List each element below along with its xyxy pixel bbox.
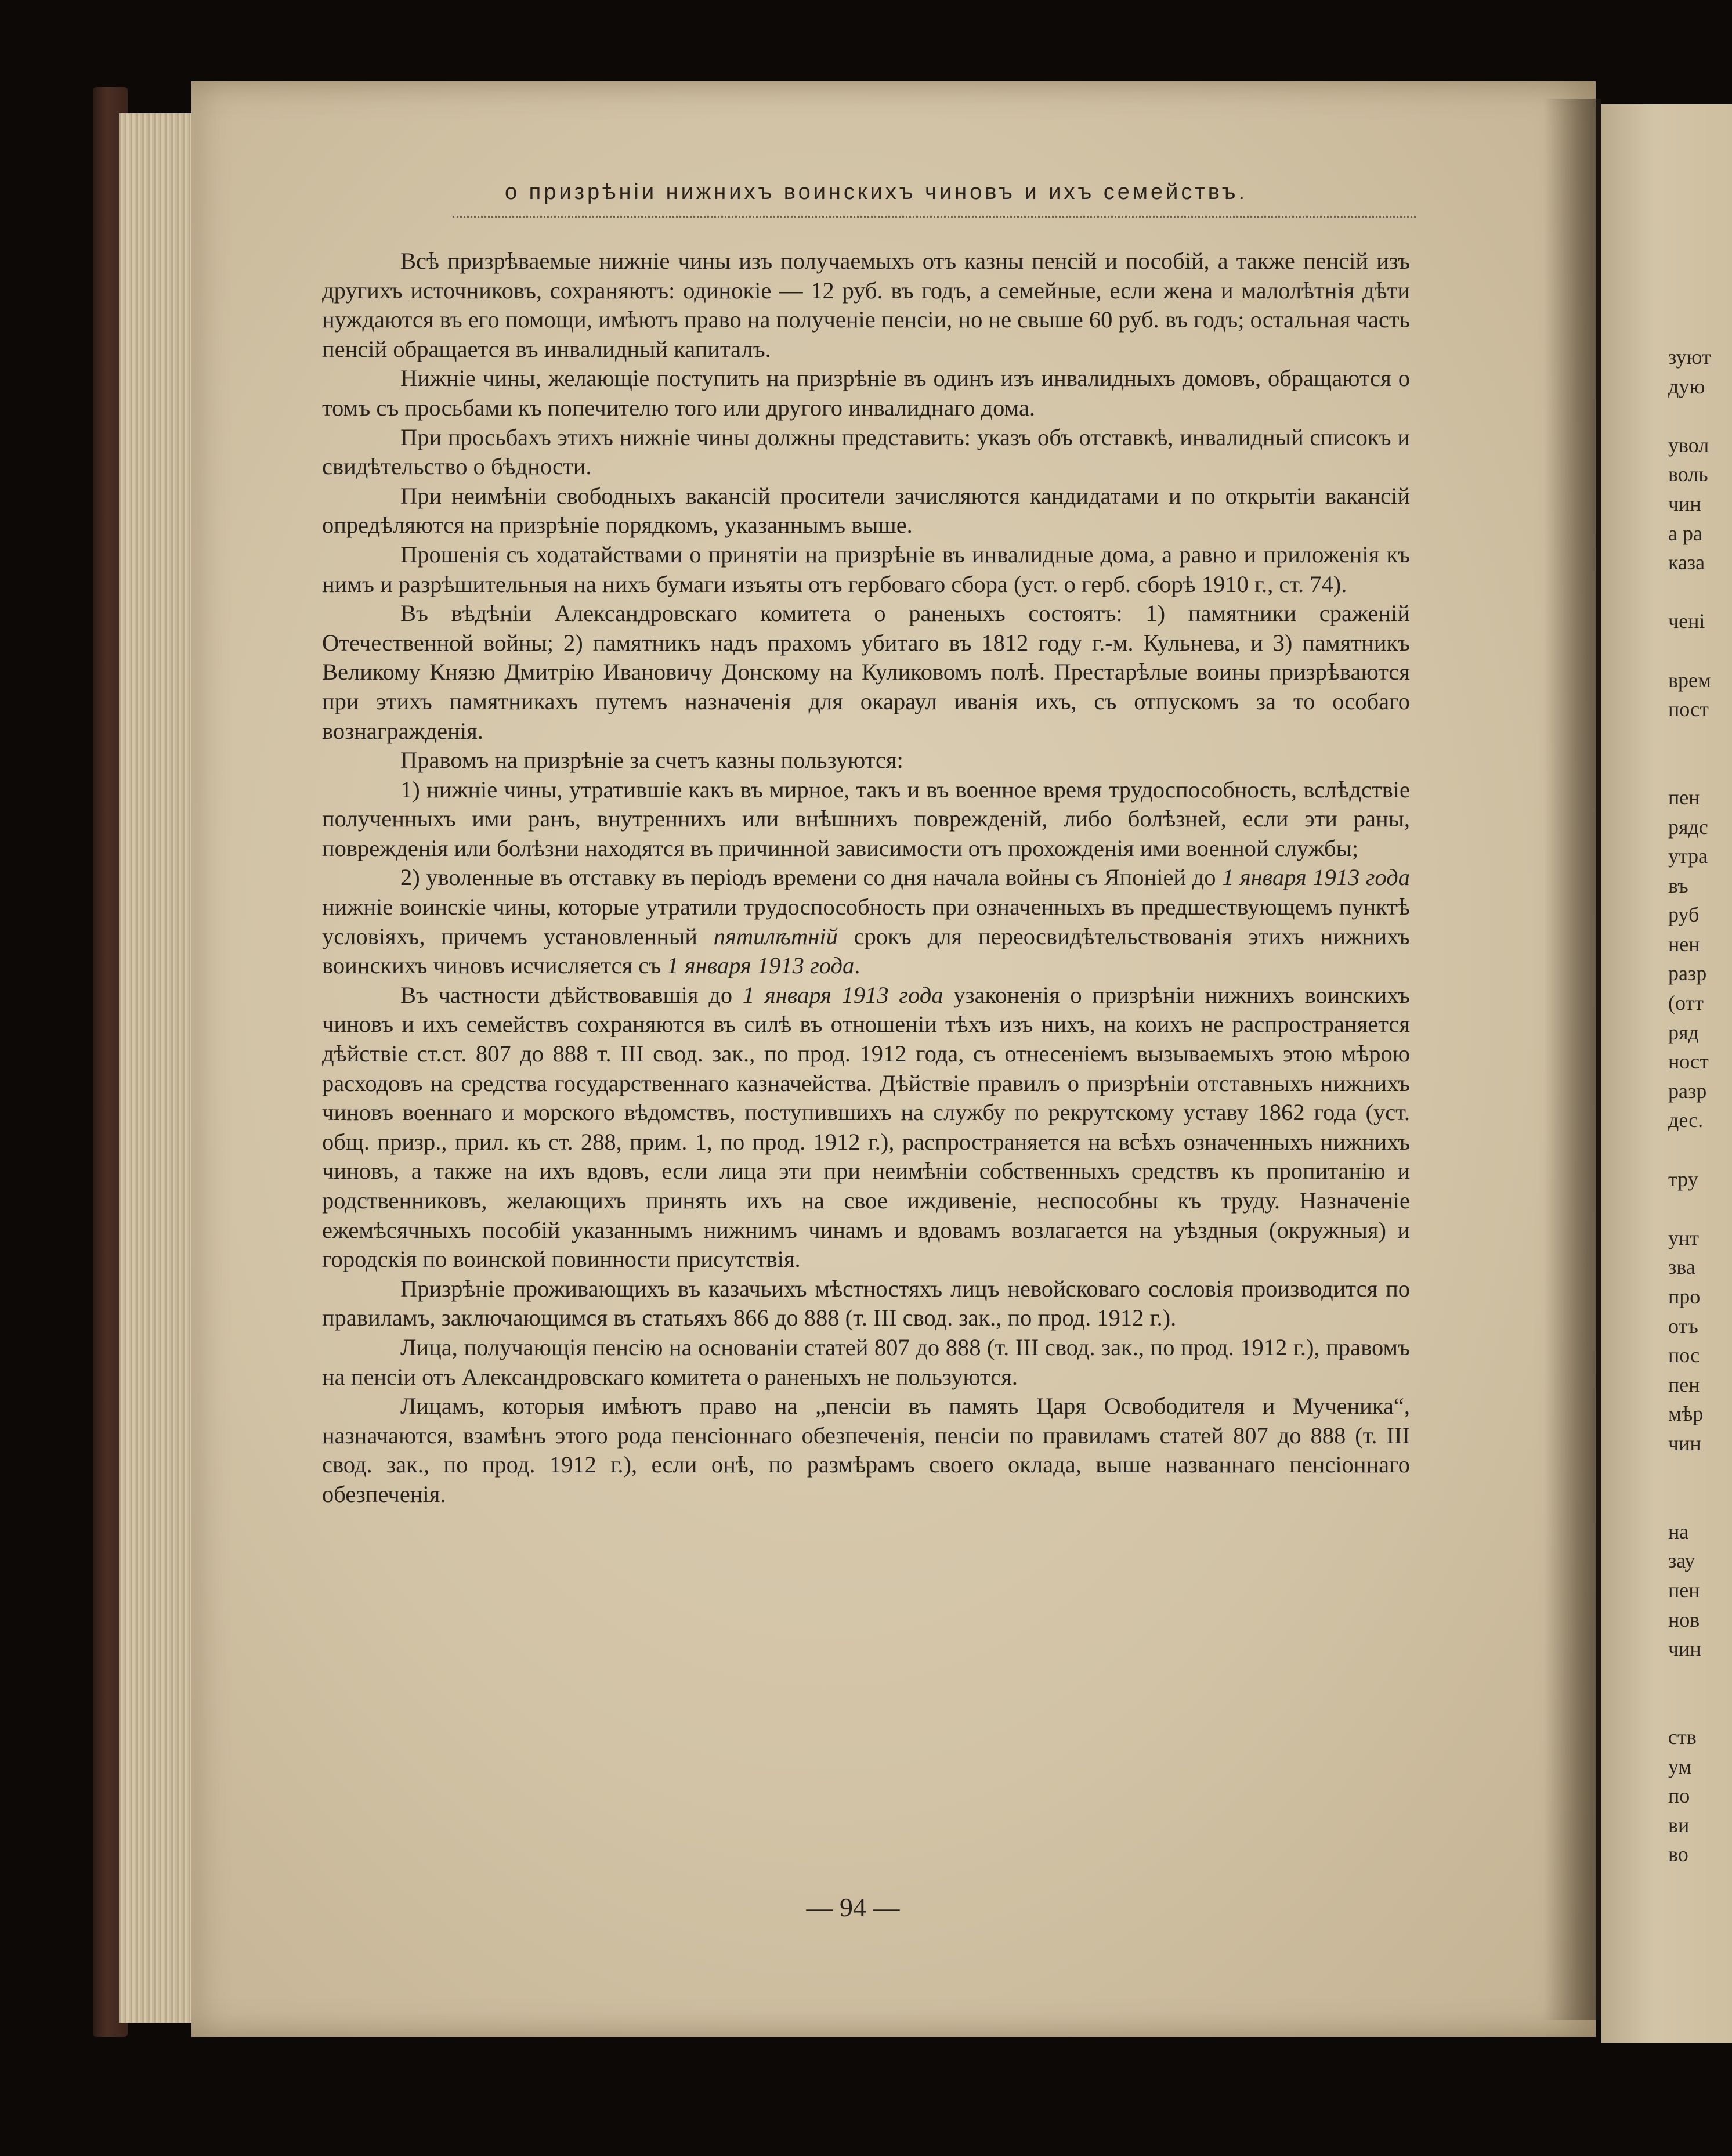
paragraph: Лица, получающія пенсію на основаніи статей 807 до 888 (т. III свод. зак., по прод. 1912 г.), правомъ на пенсіи отъ Александровскаго комитета о раненыхъ не пользуются. — [322, 1334, 1410, 1390]
facing-page-fragment — [1668, 636, 1732, 666]
paragraph — [322, 863, 1410, 980]
facing-page-fragment: руб — [1668, 903, 1700, 927]
paragraph: Правомъ на призрѣніе за счетъ казны пользуются: — [400, 747, 903, 774]
facing-page-fragment: ум — [1668, 1754, 1692, 1778]
italic-date: 1 января 1913 года — [1221, 864, 1410, 891]
facing-page-fragment: нен — [1668, 932, 1700, 956]
facing-page-fragment: ност — [1668, 1050, 1709, 1074]
paragraph — [322, 981, 1410, 1274]
facing-page-fragment: унт — [1668, 1226, 1699, 1249]
facing-page-fragment — [1668, 753, 1732, 783]
facing-page-fragment: на — [1668, 1519, 1689, 1543]
facing-page-fragment: по — [1668, 1784, 1690, 1808]
facing-page-fragment — [1668, 1487, 1732, 1517]
paragraph: Призрѣніе проживающихъ въ казачьихъ мѣстностяхъ лицъ невойсковаго сословія производится по правиламъ, заключающимся въ статьяхъ 866 до 888 (т. III свод. зак., по прод. 1912 г.). — [322, 1275, 1410, 1331]
facing-page-fragment: ряд — [1668, 1020, 1699, 1044]
paragraph: Лицамъ, которыя имѣютъ право на „пенсіи въ память Царя Освободителя и Мученика“, назначаются, взамѣнъ этого рода пенсіоннаго обезпеченія, пенсіи по правиламъ статей 807 до 888 (т. III свод. зак., по прод. 1912 г.), если онѣ, по размѣрамъ своего оклада, выше названнаго пенсіоннаго обезпеченія. — [322, 1393, 1410, 1507]
text-run: нижніе воинскіе чины, которые утратили трудоспособность при означенныхъ въ предшествующемъ пунктѣ условіяхъ, причемъ установленный — [322, 894, 1410, 949]
facing-page-fragment: утра — [1668, 844, 1708, 868]
facing-page-fragment — [1668, 577, 1732, 607]
facing-page-fragment: чин — [1668, 1637, 1701, 1661]
facing-page-fragment: отъ — [1668, 1314, 1698, 1338]
facing-page-fragment: пен — [1668, 1373, 1700, 1396]
running-header: о призрѣніи нижнихъ воинскихъ чиновъ и ихъ семействъ. — [504, 180, 1248, 204]
facing-page-fragment: разр — [1668, 1079, 1707, 1103]
paragraph: 1) нижніе чины, утратившіе какъ въ мирное, такъ и въ военное время трудоспособность, вслѣдствіе полученныхъ ими ранъ, внутреннихъ или внѣшнихъ поврежденій, либо болѣзней, если эти раны, поврежденія или болѣзни находятся въ причинной зависимости отъ прохожденія ими военной службы; — [322, 776, 1410, 861]
facing-page-fragment: чені — [1668, 609, 1705, 633]
facing-page-fragment — [1668, 1693, 1732, 1722]
text-run: Въ частности дѣйствовавшія до — [400, 981, 743, 1008]
facing-page-fragment: пен — [1668, 785, 1700, 809]
text-run: 2) уволенные въ отставку въ періодъ времени со дня начала войны съ Японіей до — [400, 864, 1222, 891]
page-number: — 94 — — [806, 1893, 900, 1922]
paragraph: Прошенія съ ходатайствами о принятіи на призрѣніе въ инвалидные дома, а равно и приложенія къ нимъ и разрѣшительныя на нихъ бумаги изъяты отъ гербоваго сбора (уст. о герб. сборѣ 1910 г., ст. 74). — [322, 541, 1410, 597]
italic-date: 1 января 1913 года — [667, 952, 855, 979]
facing-page-fragment: тру — [1668, 1167, 1698, 1191]
facing-page-fragment: пен — [1668, 1578, 1700, 1602]
facing-page-fragment: каза — [1668, 551, 1705, 575]
facing-page-fragment: зуют — [1668, 345, 1711, 369]
facing-page-fragment: врем — [1668, 668, 1711, 692]
facing-page-fragment: пос — [1668, 1344, 1700, 1367]
text-run: . — [854, 952, 860, 979]
text-run: узаконенія о призрѣніи нижнихъ воинскихъ чиновъ и ихъ семействъ сохраняются въ силѣ въ отношеніи тѣхъ изъ нихъ, на коихъ не распространяется дѣйствіе ст.ст. 807 до 888 т. III свод. зак., по прод. 1912 года, съ отнесеніемъ вызываемыхъ этою мѣрою расходовъ на средства государственнаго казначейства. Дѣйствіе правилъ о призрѣніи отставныхъ нижнихъ чиновъ военнаго и морского вѣдомствъ, поступившихъ на службу по рекрутскому уставу 1862 года (уст. общ. призр., прил. къ ст. 288, прим. 1, по прод. 1912 г.), распространяется на всѣхъ означенныхъ нижнихъ чиновъ, а также на ихъ вдовъ, если лица эти при неимѣніи собственныхъ средствъ къ пропитанію и родственниковъ, желающихъ принять ихъ на свое иждивеніе, неспособны къ труду. Назначеніе ежемѣсячныхъ пособій указаннымъ нижнимъ чинамъ и вдовамъ возлагается на уѣздныя (окружныя) и городскія по воинской повинности присутствія. — [322, 981, 1411, 1273]
paragraph: Въ вѣдѣніи Александровскаго комитета о раненыхъ состоятъ: 1) памятники сраженій Отечественной войны; 2) памятникъ надъ прахомъ убитаго въ 1812 году г.-м. Кульнева, и 3) памятникъ Великому Князю Дмитрію Ивановичу Донскому на Куликовомъ полѣ. Престарѣлые воины призрѣваются при этихъ памятникахъ путемъ назначенія для окараул иванія ихъ, съ отпускомъ за то особаго вознагражденія. — [322, 600, 1410, 744]
facing-page-fragment: воль — [1668, 463, 1708, 486]
facing-page-fragment — [1668, 1664, 1732, 1693]
facing-page-fragment: а ра — [1668, 521, 1702, 545]
facing-page-fragment: (отт — [1668, 991, 1704, 1015]
facing-page-fragment: разр — [1668, 962, 1707, 985]
paragraph: Нижніе чины, желающіе поступить на призрѣніе въ одинъ изъ инвалидныхъ домовъ, обращаются о томъ съ просьбами къ попечителю того или другого инвалиднаго дома. — [322, 365, 1410, 421]
facing-page-fragment: во — [1668, 1843, 1688, 1866]
paragraph: Всѣ призрѣваемые нижніе чины изъ получаемыхъ отъ казны пенсій и пособій, а также пенсій изъ другихъ источниковъ, сохраняютъ: одинокіе — 12 руб. въ годъ, а семейные, если жена и малолѣтнія дѣти нуждаются въ его помощи, имѣютъ право на полученіе пенсіи, но не свыше 60 руб. въ годъ; остальная часть пенсій обращается въ инвалидный капиталъ. — [322, 248, 1410, 362]
facing-page-fragment: мѣр — [1668, 1402, 1704, 1426]
facing-page-fragment: чин — [1668, 492, 1701, 515]
facing-page-fragment — [1668, 1135, 1732, 1165]
facing-page-fragment — [1668, 724, 1732, 754]
page-body — [322, 247, 1410, 1509]
text-run: срокъ для переосвидѣтельствованія этихъ нижнихъ воинскихъ чиновъ исчисляется съ — [322, 923, 1410, 979]
page-gutter-shadow — [1543, 99, 1601, 2020]
facing-page-fragment: рядс — [1668, 815, 1708, 839]
facing-page-fragment: ви — [1668, 1813, 1690, 1837]
facing-page-fragment — [1668, 401, 1732, 431]
facing-page-fragment: чин — [1668, 1431, 1701, 1455]
facing-page-text — [1668, 342, 1732, 1869]
italic-date: 1 января 1913 года — [742, 981, 943, 1008]
facing-page-fragment: дес. — [1668, 1108, 1704, 1132]
facing-page-fragment: нов — [1668, 1608, 1700, 1631]
facing-page-fragment: увол — [1668, 433, 1709, 457]
facing-page-fragment: про — [1668, 1285, 1701, 1308]
facing-page-fragment: ств — [1668, 1725, 1697, 1749]
paragraph: При неимѣніи свободныхъ вакансій просители зачисляются кандидатами и по открытіи вакансій опредѣляются на призрѣніе порядкомъ, указаннымъ выше. — [322, 482, 1410, 539]
facing-page-fragment: въ — [1668, 873, 1688, 897]
header-rule — [453, 216, 1416, 218]
facing-page-fragment: пост — [1668, 698, 1709, 721]
facing-page-fragment — [1668, 1458, 1732, 1488]
facing-page-fragment: зва — [1668, 1255, 1695, 1279]
facing-page-fragment: дую — [1668, 374, 1705, 398]
facing-page-fragment — [1668, 1194, 1732, 1223]
italic-term: пятилѣтній — [713, 923, 838, 949]
facing-page-fragment: зау — [1668, 1549, 1695, 1573]
paragraph: При просьбахъ этихъ нижніе чины должны представить: указъ объ отставкѣ, инвалидный списокъ и свидѣтельство о бѣдности. — [322, 424, 1410, 480]
